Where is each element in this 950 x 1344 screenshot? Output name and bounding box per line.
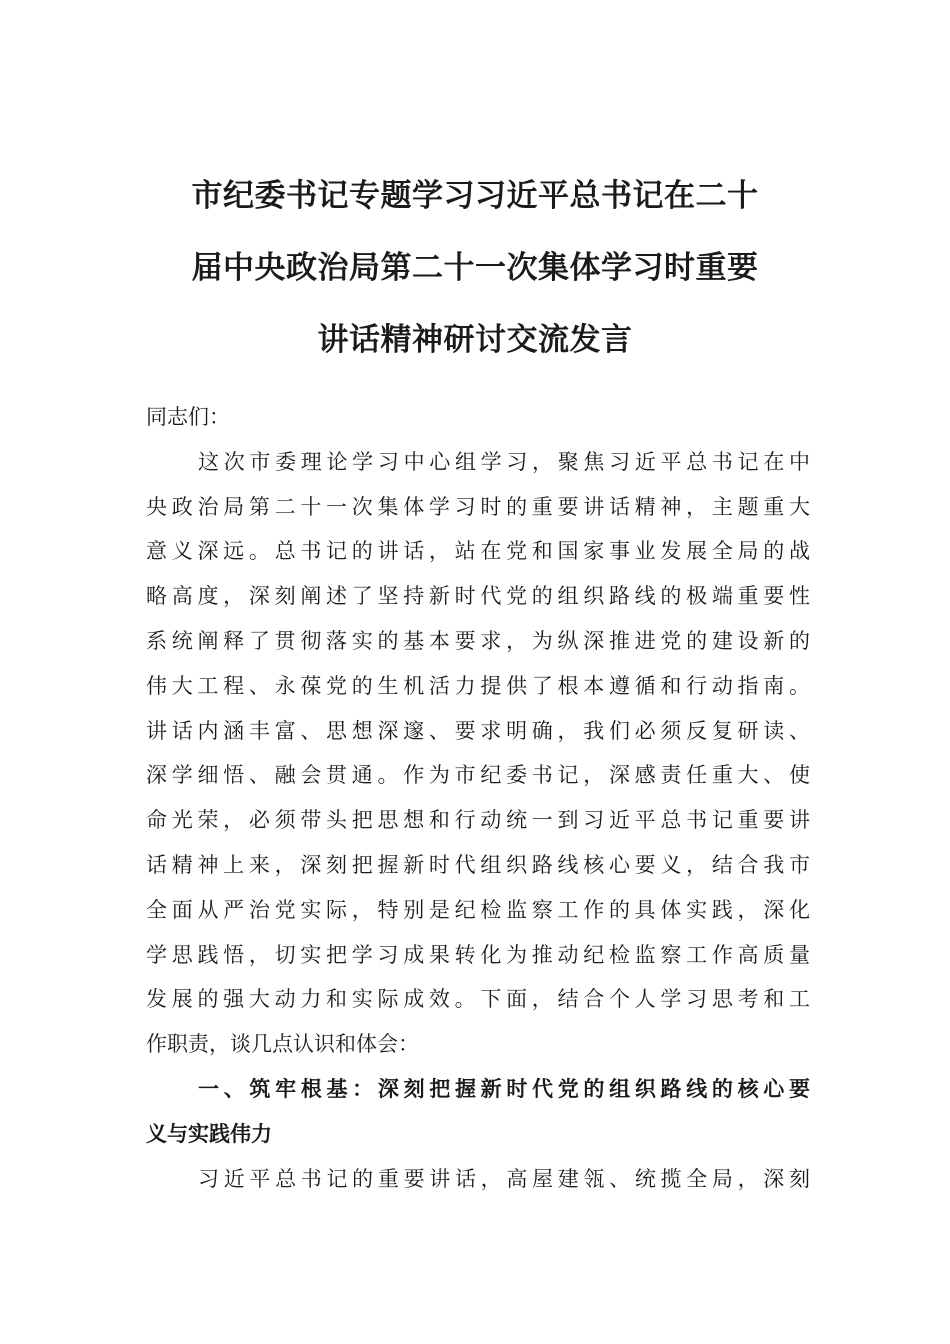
paragraph-line: 作职责，谈几点认识和体会： [146, 1032, 419, 1057]
paragraph-line: 讲话内涵丰富、思想深邃、要求明确，我们必须反复研读、 [146, 718, 810, 743]
paragraph-line: 意义深远。总书记的讲话，站在党和国家事业发展全局的战 [146, 539, 810, 564]
salutation: 同志们： [146, 405, 230, 429]
title-line: 市纪委书记专题学习习近平总书记在二十 [191, 178, 759, 214]
title-line: 届中央政治局第二十一次集体学习时重要 [191, 250, 759, 286]
paragraph-line: 发展的强大动力和实际成效。下面，结合个人学习思考和工 [146, 987, 810, 1012]
paragraph-line: 话精神上来，深刻把握新时代组织路线核心要义，结合我市 [146, 852, 810, 877]
document-body [146, 395, 810, 1201]
section-paragraph [146, 1157, 810, 1202]
intro-paragraph [146, 440, 810, 1067]
paragraph-line: 系统阐释了贯彻落实的基本要求，为纵深推进党的建设新的 [146, 628, 810, 653]
paragraph-line: 这次市委理论学习中心组学习，聚焦习近平总书记在中 [198, 449, 810, 474]
paragraph-line: 央政治局第二十一次集体学习时的重要讲话精神，主题重大 [146, 494, 810, 519]
paragraph-line: 全面从严治党实际，特别是纪检监察工作的具体实践，深化 [146, 897, 810, 922]
title-line: 讲话精神研讨交流发言 [317, 322, 633, 358]
heading-line: 一、筑牢根基：深刻把握新时代党的组织路线的核心要 [198, 1076, 810, 1101]
paragraph-line: 习近平总书记的重要讲话，高屋建瓴、统揽全局，深刻 [198, 1166, 810, 1191]
section-heading [146, 1067, 810, 1157]
paragraph-line: 深学细悟、融会贯通。作为市纪委书记，深感责任重大、使 [146, 763, 810, 788]
paragraph-line: 略高度，深刻阐述了坚持新时代党的组织路线的极端重要性 [146, 584, 810, 609]
document-title [130, 160, 820, 376]
paragraph-line: 学思践悟，切实把学习成果转化为推动纪检监察工作高质量 [146, 942, 810, 967]
paragraph-line: 伟大工程、永葆党的生机活力提供了根本遵循和行动指南。 [146, 673, 810, 698]
heading-line: 义与实践伟力 [146, 1121, 272, 1146]
paragraph-line: 命光荣，必须带头把思想和行动统一到习近平总书记重要讲 [146, 808, 810, 833]
